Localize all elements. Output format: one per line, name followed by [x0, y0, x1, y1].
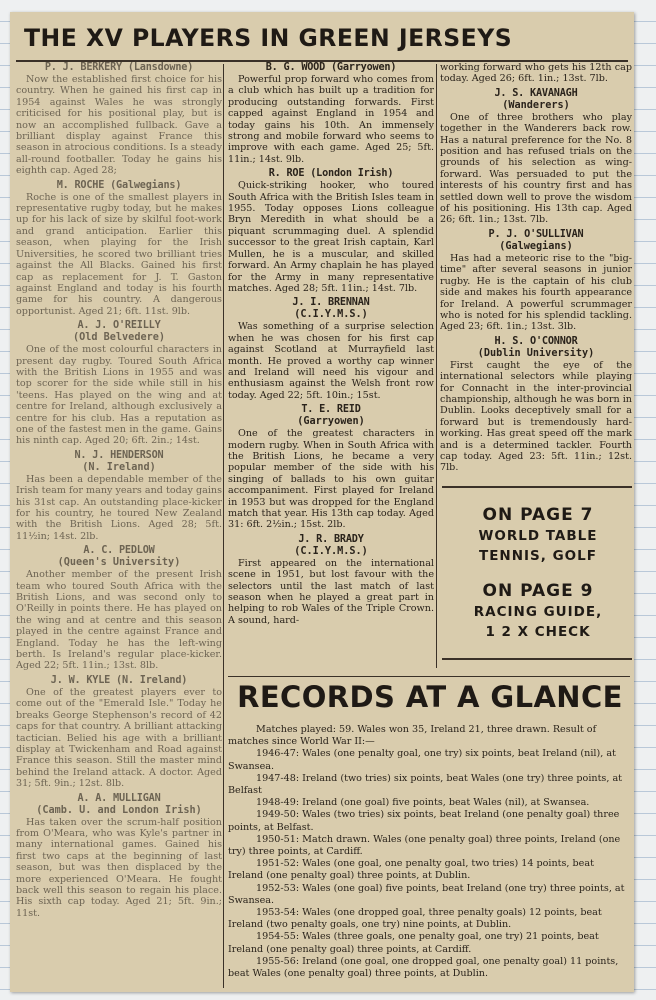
player-description: Now the established first choice for his country. When he gained his first cap in 1954 against Wales he was strongly criticised for his positional play, but is now an accomplished fullback. Gave a brilliant display against France this season in atrocious conditions. Is a steady all-round footballer. Today he gains his eighth cap. Aged 28;: [16, 74, 222, 177]
player-profile-continued: [440, 62, 632, 85]
player-name: J. R. BRADY: [298, 533, 364, 545]
player-description: Roche is one of the smallest players in representative rugby today, but he makes up for his lack of size by skilful foot-work and grand anticipation. Earlier this season, when playing for the Irish Universities, he scored two brilliant tries against the All Blacks. Gained his first cap as replacement for J. T. Gaston against England and today is his fourth game for his country. A dangerous opportunist. Aged 21; 6ft. 11st. 9lb.: [16, 191, 222, 317]
player-name: M. ROCHE (Galwegians): [56, 179, 182, 191]
promo-item: TENNIS, GOLF: [479, 548, 597, 564]
player-description: working forward who gets his 12th cap today. Aged 26; 6ft. 1in.; 13st. 7lb.: [440, 62, 632, 85]
record-row: 1949-50: Wales (two tries) six points, beat Ireland (one penalty goal) three points, at Belfast.: [228, 809, 620, 833]
player-profile: [228, 534, 434, 626]
player-profile: [228, 62, 434, 165]
column-1: [16, 62, 222, 990]
record-row: 1953-54: Wales (one dropped goal, three penalty goals) 12 points, beat Ireland (two penalty goals, one try) nine points, at Dublin.: [228, 907, 602, 931]
record-row: 1951-52: Wales (one goal, one penalty goal, two tries) 14 points, beat Ireland (one penalty goal) three points, at Dublin.: [228, 858, 594, 882]
player-name: J. S. KAVANAGH: [494, 87, 578, 99]
player-name: P. J. O'SULLIVAN: [488, 228, 584, 240]
player-club: (Old Belvedere): [72, 332, 165, 344]
promo-item: RACING GUIDE,: [473, 604, 603, 620]
column-divider-2: [436, 64, 437, 668]
records-top-rule: [228, 676, 630, 677]
player-profile: [228, 168, 434, 294]
player-club: (Dublin University): [477, 347, 595, 359]
promo-page-9: ON PAGE 9: [482, 581, 594, 601]
player-name: N. J. HENDERSON: [74, 449, 164, 461]
player-description: Has been a dependable member of the Irish team for many years and today gains his 31st cap. An outstanding place-kicker for his country, he toured New Zealand with the British Lions. Aged 28; 5ft. 11½in; 14st. 2lb.: [16, 473, 222, 542]
player-profile: [16, 320, 222, 447]
player-name: A. A. MULLIGAN: [77, 792, 161, 804]
player-name: B. G. WOOD (Garryowen): [265, 62, 397, 73]
promo-page-7: ON PAGE 7: [482, 505, 594, 525]
player-club: (Queen's University): [57, 557, 181, 569]
column-2: [228, 62, 434, 674]
headline: THE XV PLAYERS IN GREEN JERSEYS: [24, 24, 513, 52]
player-description: Was something of a surprise selection when he was chosen for his first cap against Scotland at Murrayfield last month. He proved a worthy cap winner and Ireland will need his vigour and enthusiasm against the Welsh front row today. Aged 22; 5ft. 10in.; 15st.: [228, 321, 434, 401]
promo-item: 1 2 X CHECK: [485, 624, 591, 640]
player-profile: [440, 229, 632, 333]
column-3: [440, 62, 632, 486]
player-description: Another member of the present Irish team who toured South Africa with the British Lions, and was second only to O'Reilly in points there. He has played on the wing and at centre and this season played in the centre against France and England. Today he has the left-wing berth. Is Ireland's regular place-kicker. Aged 22; 5ft. 11in.; 13st. 8lb.: [16, 569, 222, 672]
player-profile: [16, 62, 222, 177]
records-title: RECORDS AT A GLANCE: [237, 680, 623, 714]
promo-item: WORLD TABLE: [478, 528, 598, 544]
player-name: J. W. KYLE (N. Ireland): [50, 674, 188, 686]
player-profile: [16, 545, 222, 672]
player-profile: [228, 297, 434, 401]
player-profile: [16, 793, 222, 920]
player-name: J. I. BRENNAN: [292, 297, 370, 309]
player-club: (Wanderers): [502, 99, 570, 111]
player-profile: [440, 88, 632, 226]
newspaper-clipping: [10, 12, 634, 992]
player-description: One of the most colourful characters in present day rugby. Toured South Africa with the British Lions in 1955 and was top scorer for the side while still in his 'teens. Has played on the wing and at centre for Ireland, although exclusively a centre for his club. Has a reputation as one of the fastest men in the game. Gains his ninth cap. Aged 20; 6ft. 2in.; 14st.: [16, 344, 222, 447]
record-row: 1952-53: Wales (one goal) five points, beat Ireland (one try) three points, at Swansea.: [228, 882, 625, 906]
player-description: Quick-striking hooker, who toured South Africa with the British Isles team in 1955. Today opposes Lions colleague Bryn Meredith in what should be a piquant scrummaging duel. A splendid successor to the great Irish captain, Karl Mullen, he is a muscular, and skilled forward. An Army chaplain he has played for the Army in many representative matches. Aged 28; 5ft. 11in.; 14st. 7lb.: [228, 180, 434, 294]
player-name: A. C. PEDLOW: [83, 545, 155, 557]
records-section: [228, 724, 630, 990]
player-club: (C.I.Y.M.S.): [294, 545, 368, 557]
column-divider-1: [223, 64, 224, 988]
player-description: One of the greatest characters in modern rugby. When in South Africa with the British Lions, he became a very popular member of the side with his singing of ballads to his own guitar accompaniment. First played for Ireland in 1953 but was dropped for the England match that year. His 13th cap today. Aged 31: 6ft. 2½in.; 15st. 2lb.: [228, 428, 434, 531]
player-club: (N. Ireland): [82, 461, 156, 473]
player-description: One of the greatest players ever to come out of the "Emerald Isle." Today he breaks George Stephenson's record of 42 caps for that country. A brilliant attacking tactician. Belied his age with a brilliant display at Twickenham and Road against France this season. Still the master mind behind the Ireland attack. A doctor. Aged 31; 5ft. 9in.; 12st. 8lb.: [16, 686, 222, 790]
player-club: (Garryowen): [297, 416, 365, 428]
player-club: (Camb. U. and London Irish): [36, 804, 202, 816]
record-row: 1948-49: Ireland (one goal) five points, beat Wales (nil), at Swansea.: [256, 797, 590, 809]
player-profile: [228, 404, 434, 531]
player-description: Powerful prop forward who comes from a club which has built up a tradition for producing outstanding forwards. First capped against England in 1954 and today gains his 10th. An immensely strong and mobile forward who seems to improve with each game. Aged 25; 5ft. 11in.; 14st. 9lb.: [228, 74, 434, 165]
record-row: 1950-51: Match drawn. Wales (one penalty goal) three points, Ireland (one try) three points, at Cardiff.: [228, 833, 621, 858]
player-club: (Galwegians): [499, 240, 573, 252]
record-row: 1947-48: Ireland (two tries) six points, beat Wales (one try) three points, at Belfast: [228, 772, 623, 797]
promo-bottom-rule: [442, 658, 632, 660]
player-description: Has taken over the scrum-half position from O'Meara, who was Kyle's partner in many international games. Gained his first two caps at the beginning of last season, but was then displaced by the more experienced O'Meara. He fought back well this season to regain his place. His sixth cap today. Aged 21; 5ft. 9in.; 11st.: [16, 816, 222, 919]
player-description: First appeared on the international scene in 1951, but lost favour with the selectors until the last match of last season when he played a great part in helping to rob Wales of the Triple Crown. A sound, hard-: [228, 557, 434, 626]
player-profile: [16, 450, 222, 542]
page-index-box: [446, 488, 630, 658]
record-row: 1954-55: Wales (three goals, one penalty goal, one try) 21 points, beat Ireland (one penalty goal) three points, at Cardiff.: [228, 931, 599, 955]
player-description: One of three brothers who play together in the Wanderers back row. Has a natural preference for the No. 8 position and has refused trials on the grounds of his selection as wing-forward. Was persuaded to put the interests of his country first and has settled down well to prove the wisdom of his positioning. His 13th cap. Aged 26; 6ft. 1in.; 13st. 7lb.: [440, 111, 632, 226]
player-profile: [16, 180, 222, 317]
player-description: Has had a meteoric rise to the "big-time" after several seasons in junior rugby. He is the captain of his club side and makes his fourth appearance for Ireland. A powerful scrummager who is noted for his splendid tackling. Aged 23; 6ft. 1in.; 13st. 3lb.: [440, 252, 632, 333]
player-name: R. ROE (London Irish): [268, 168, 394, 180]
record-row: 1946-47: Wales (one penalty goal, one try) six points, beat Ireland (nil), at Swansea.: [228, 748, 616, 772]
player-club: (C.I.Y.M.S.): [294, 309, 368, 321]
player-name: H. S. O'CONNOR: [494, 335, 578, 347]
record-row: 1955-56: Ireland (one goal, one dropped goal, one penalty goal) 11 points, beat Wales (one penalty goal) three points, at Dublin.: [228, 955, 619, 980]
player-name: P. J. BERKERY (Lansdowne): [44, 62, 194, 73]
player-name: A. J. O'REILLY: [77, 320, 161, 332]
player-profile: [440, 336, 632, 474]
player-name: T. E. REID: [301, 404, 361, 416]
player-profile: [16, 675, 222, 790]
records-intro: Matches played: 59. Wales won 35, Ireland 21, three drawn. Result of matches since World War II:—: [228, 724, 597, 748]
player-description: First caught the eye of the international selectors while playing for Connacht in the inter-provincial championship, although he was born in Dublin. Looks deceptively small for a forward but is tremendously hard-working. Has great speed off the mark and is a determined tackler. Fourth cap today. Aged 23: 5ft. 11in.; 12st. 7lb.: [440, 359, 632, 474]
